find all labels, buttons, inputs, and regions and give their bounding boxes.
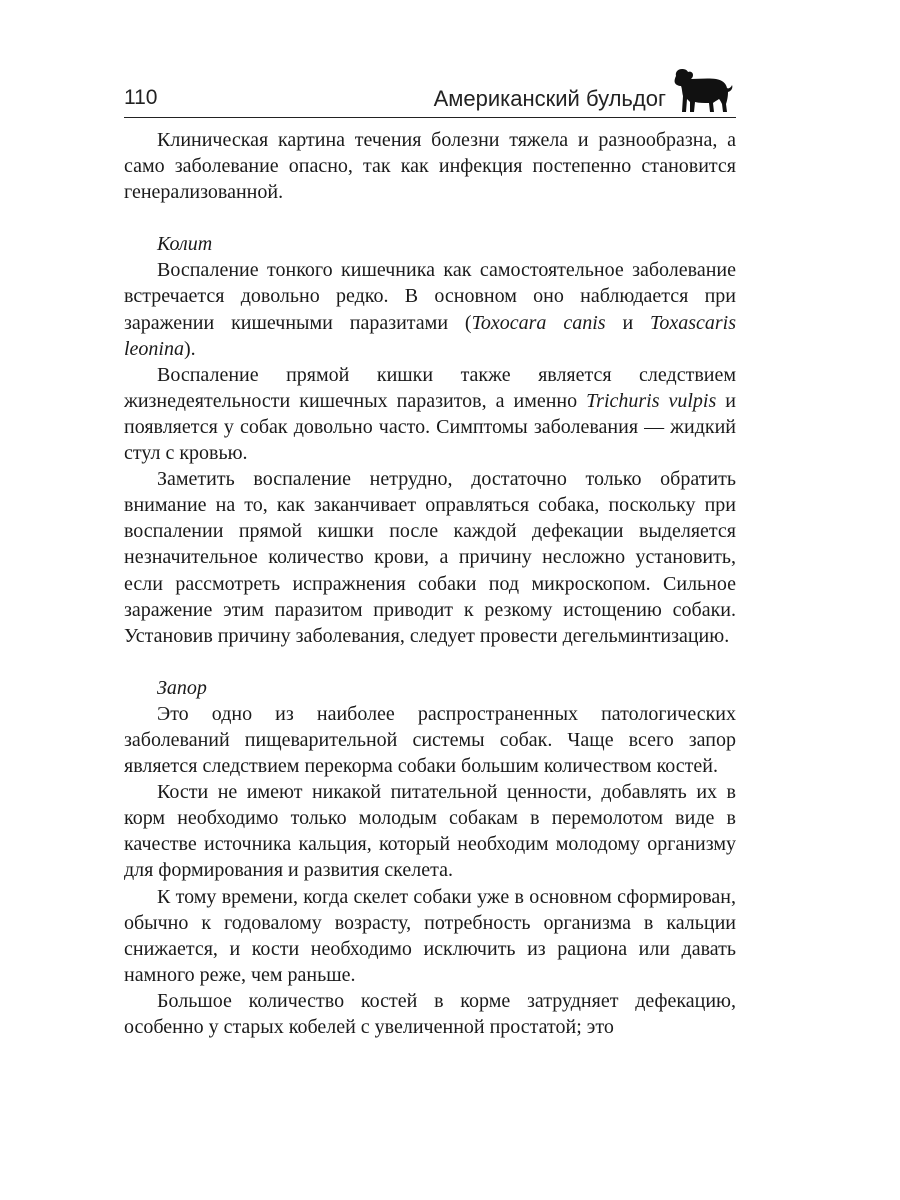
- paragraph: Это одно из наиболее распространенных патологических заболеваний пищеварительной системы собак. Чаще всего запор является следствием перекорма собаки большим количеством костей.: [124, 702, 736, 778]
- section-heading-colitis: Колит: [157, 233, 213, 256]
- paragraph-text: и появляется у собак довольно часто. Симптомы заболевания — жидкий стул с кровью.: [124, 389, 736, 465]
- paragraph-text: и: [605, 311, 651, 334]
- paragraph: К тому времени, когда скелет собаки уже в основном сформирован, обычно к годовалому возрасту, потребность организма в кальции снижается, и кости необходимо исключить из рациона или давать намного реже, чем раньше.: [124, 885, 736, 986]
- header-rule: [124, 117, 736, 118]
- latin-term: Toxocara canis: [471, 311, 606, 334]
- page-body: [124, 127, 736, 1040]
- paragraph: Большое количество костей в корме затрудняет дефекацию, особенно у старых кобелей с увеличенной простатой; это: [124, 989, 736, 1038]
- paragraph-text: Воспаление прямой кишки также является следствием жизнедеятельности кишечных паразитов, а именно: [124, 363, 736, 412]
- paragraph: [124, 257, 736, 361]
- page-header: [124, 64, 736, 116]
- paragraph: Заметить воспаление нетрудно, достаточно только обратить внимание на то, как заканчивает оправляться собака, поскольку при воспалении прямой кишки после каждой дефекации выделяется незначительное количество крови, а причину несложно установить, если рассмотреть испражнения собаки под микроскопом. Сильное заражение этим паразитом приводит к резкому истощению собаки. Установив причину заболевания, следует провести дегельминтизацию.: [124, 468, 736, 647]
- paragraph-text: Воспаление тонкого кишечника как самостоятельное заболевание встречается довольно редко. В основном оно наблюдается при заражении кишечными паразитами (: [124, 259, 736, 334]
- paragraph: [124, 362, 736, 466]
- paragraph: Кости не имеют никакой питательной ценности, добавлять их в корм необходимо только молодым собакам в перемолотом виде в качестве источника кальция, который необходим молодому организму для формирования и развития скелета.: [124, 781, 736, 882]
- section-heading-constipation: Запор: [157, 676, 207, 699]
- page-number: 110: [124, 86, 158, 109]
- bulldog-silhouette-icon: [670, 66, 734, 114]
- latin-term: Trichuris vulpis: [586, 389, 717, 412]
- latin-term: Toxascaris leonina: [124, 311, 736, 360]
- paragraph-text: ).: [184, 337, 196, 360]
- paragraph: Клиническая картина течения болезни тяжела и разнообразна, а само заболевание опасно, так как инфекция постепенно становится генерализованной.: [124, 129, 736, 204]
- running-title: Американский бульдог: [433, 86, 666, 111]
